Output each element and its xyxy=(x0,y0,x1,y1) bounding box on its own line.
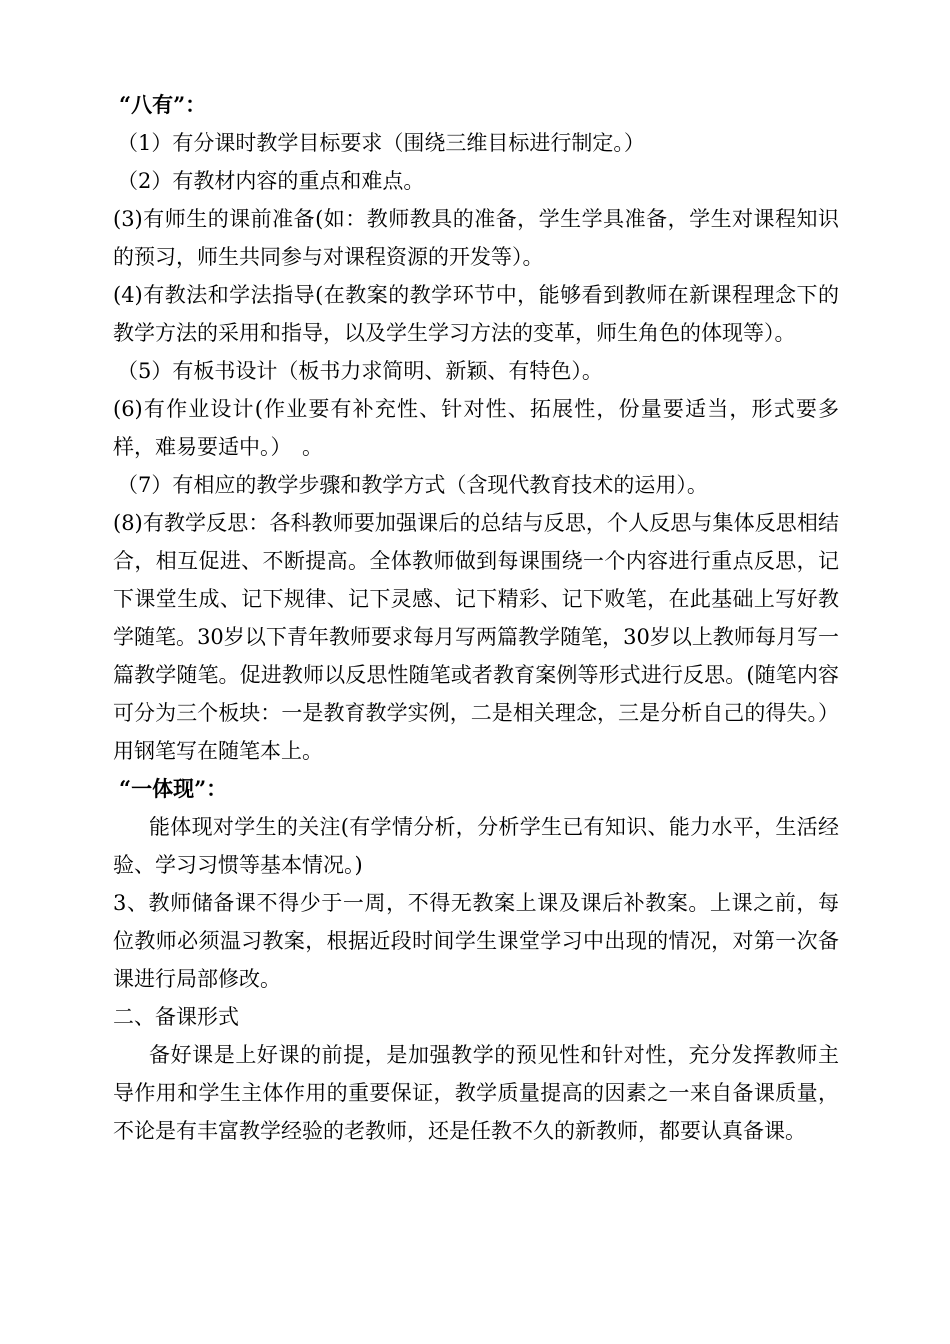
paragraph-item-7: （7）有相应的教学步骤和教学方式（含现代教育技术的运用）。 xyxy=(117,473,708,497)
paragraph-item-section-3: 3、教师储备课不得少于一周，不得无教案上课及课后补教案。上课之前，每位教师必须温习教案，根据近段时间学生课堂学习中出现的情况，对第一次备课进行局部修改。 xyxy=(113,891,839,991)
paragraph-item-8: (8)有教学反思：各科教师要加强课后的总结与反思，个人反思与集体反思相结合，相互促进、不断提高。全体教师做到每课围绕一个内容进行重点反思，记下课堂生成、记下规律、记下灵感、记下精彩、记下败笔，在此基础上写好教学随笔。30岁以下青年教师要求每月写两篇教学随笔，30岁以上教师每月写一篇教学随笔。促进教师以反思性随笔或者教育案例等形式进行反思。(随笔内容可分为三个板块：一是教育教学实例，二是相关理念，三是分析自己的得失。）用钢笔写在随笔本上。 xyxy=(113,511,839,763)
paragraph-item-1: （1）有分课时教学目标要求（围绕三维目标进行制定。） xyxy=(117,131,645,155)
paragraph-item-5: （5）有板书设计（板书力求简明、新颖、有特色）。 xyxy=(117,359,603,383)
paragraph-item-6: (6)有作业设计(作业要有补充性、针对性、拓展性，份量要适当，形式要多样，难易要适中。） 。 xyxy=(113,397,839,459)
paragraph-item-3: (3)有师生的课前准备(如：教师教具的准备，学生学具准备，学生对课程知识的预习，师生共同参与对课程资源的开发等）。 xyxy=(113,207,839,269)
paragraph-lesson-prep: 备好课是上好课的前提，是加强教学的预见性和针对性，充分发挥教师主导作用和学生主体作用的重要保证，教学质量提高的因素之一来自备课质量，不论是有丰富教学经验的老教师，还是任教不久的新教师，都要认真备课。 xyxy=(113,1043,839,1143)
paragraph-item-2: （2）有教材内容的重点和难点。 xyxy=(117,169,425,193)
paragraph-student-focus: 能体现对学生的关注(有学情分析，分析学生已有知识、能力水平，生活经验、学习习惯等基本情况。) xyxy=(113,815,839,877)
section-heading-one-reflect: “一体现”： xyxy=(119,776,228,801)
section-heading-lesson-prep-form: 二、备课形式 xyxy=(113,1005,239,1029)
section-heading-eight-haves: “八有”： xyxy=(119,92,207,117)
document-body xyxy=(113,86,839,1150)
paragraph-item-4: (4)有教法和学法指导(在教案的教学环节中，能够看到教师在新课程理念下的教学方法的采用和指导，以及学生学习方法的变革，师生角色的体现等）。 xyxy=(113,283,839,345)
